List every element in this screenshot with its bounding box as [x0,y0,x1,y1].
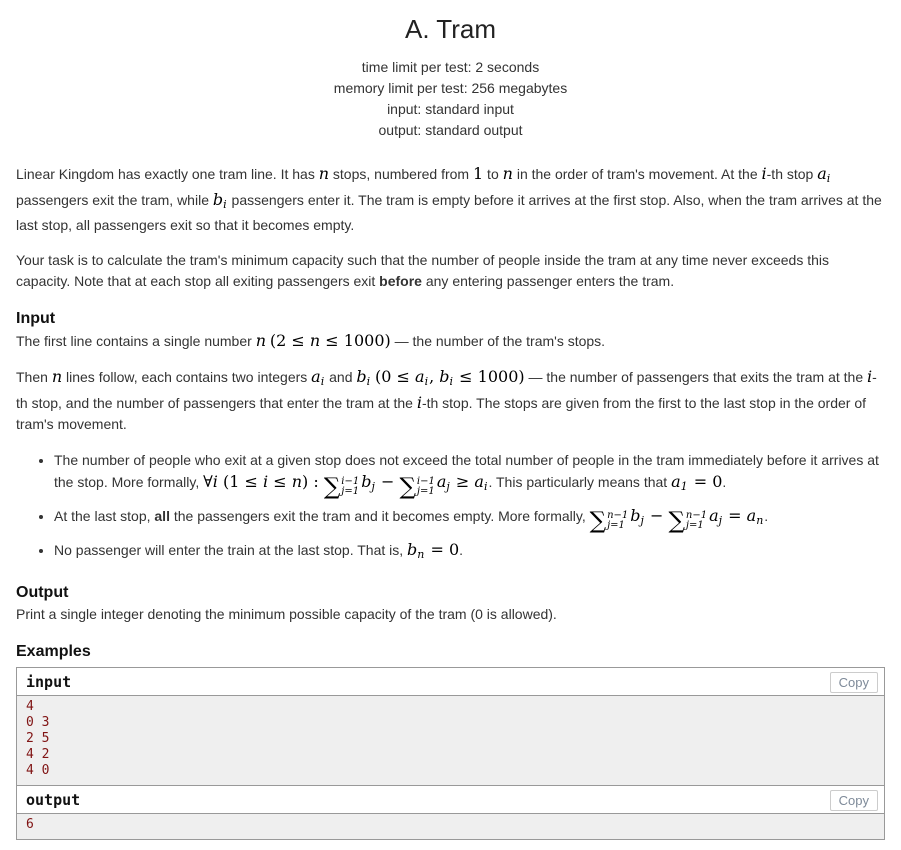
sample-output-label: output [26,791,81,809]
sample-line: 4 2 [26,747,50,762]
constraint-item-2: • At the last stop, all the passengers exit the tram and it becomes empty. More formally, ∑ n−1 j=1 $b_j$ − ∑ n−1 j=1 $a_j = a_n$. [54,505,885,532]
sample-output-body [17,813,884,839]
sample-line: 2 5 [26,731,50,746]
examples-heading: Examples [16,643,91,660]
summation-formula: ∑ i−1 j=1 [399,474,435,500]
copy-input-button[interactable]: Copy [830,672,878,693]
output-heading: Output [16,584,69,601]
input-paragraph-2: Then n lines follow, each contains two integers $a_i$ and $b_i$ ($0 \le a_i$, $b_i \le 1000$) — the number of passengers that exits the tram at the i-th stop, and the number of passengers that enter the tram at the i-th stop. The stops are given from the first to the last stop in the order of tram's movement. [16,367,877,432]
sample-line: 0 3 [26,715,50,730]
sample-input-label: input [26,673,72,691]
time-limit: time limit per test: 2 seconds [361,59,540,75]
sample-line: 6 [26,817,34,832]
copy-output-button[interactable]: Copy [830,790,878,811]
sample-line: 4 [26,699,34,714]
sample-line: 4 0 [26,763,50,778]
summation-formula: ∑ n−1 j=1 [668,508,708,534]
examples-box [16,667,885,840]
input-heading: Input [16,310,56,327]
statement-paragraph-2: Your task is to calculate the tram's minimum capacity such that the number of people inside the tram at any time never exceeds this capacity. Note that at each stop all exiting passengers exit before any entering passenger enters the tram. [16,252,829,289]
input-paragraph-1: The first line contains a single number n (2 ≤ n ≤ 1000) — the number of the tram's stops. [16,331,606,350]
input-type: input: standard input [387,101,514,117]
problem-title: A. Tram [404,14,496,44]
constraint-item-3: • No passenger will enter the train at the last stop. That is, $b_n = 0$. [54,539,885,566]
output-paragraph: Print a single integer denoting the minimum possible capacity of the tram (0 is allowed). [16,606,557,622]
sample-output-header [17,785,884,813]
statement-paragraph-1: Linear Kingdom has exactly one tram line. It has n stops, numbered from 1 to n in the order of tram's movement. At the i-th stop $a_i$ passengers exit the tram, while $b_i$ passengers enter it. The tram is empty before it arrives at the first stop. Also, when the tram arrives at the last stop, all passengers exit so that it becomes empty. [16,164,882,233]
sample-input-body [17,695,884,785]
summation-formula: ∑ i−1 j=1 [323,474,360,500]
output-type: output: standard output [378,122,523,138]
memory-limit: memory limit per test: 256 megabytes [333,80,568,96]
constraint-item-1: • The number of people who exit at a given stop does not exceed the total number of people in the tram immediately before it arrives at the stop. More formally, ∀i (1 ≤ i ≤ n) : ∑ i−1 j=1 $b_j$ − ∑ i−1 j=1 $a_j \ge a_i$. This particularly means that $a_1 = 0$. [54,449,885,498]
constraints-list [16,449,885,566]
problem-header [16,0,885,141]
sample-input-header [17,668,884,695]
summation-formula: ∑ n−1 j=1 [589,508,629,534]
